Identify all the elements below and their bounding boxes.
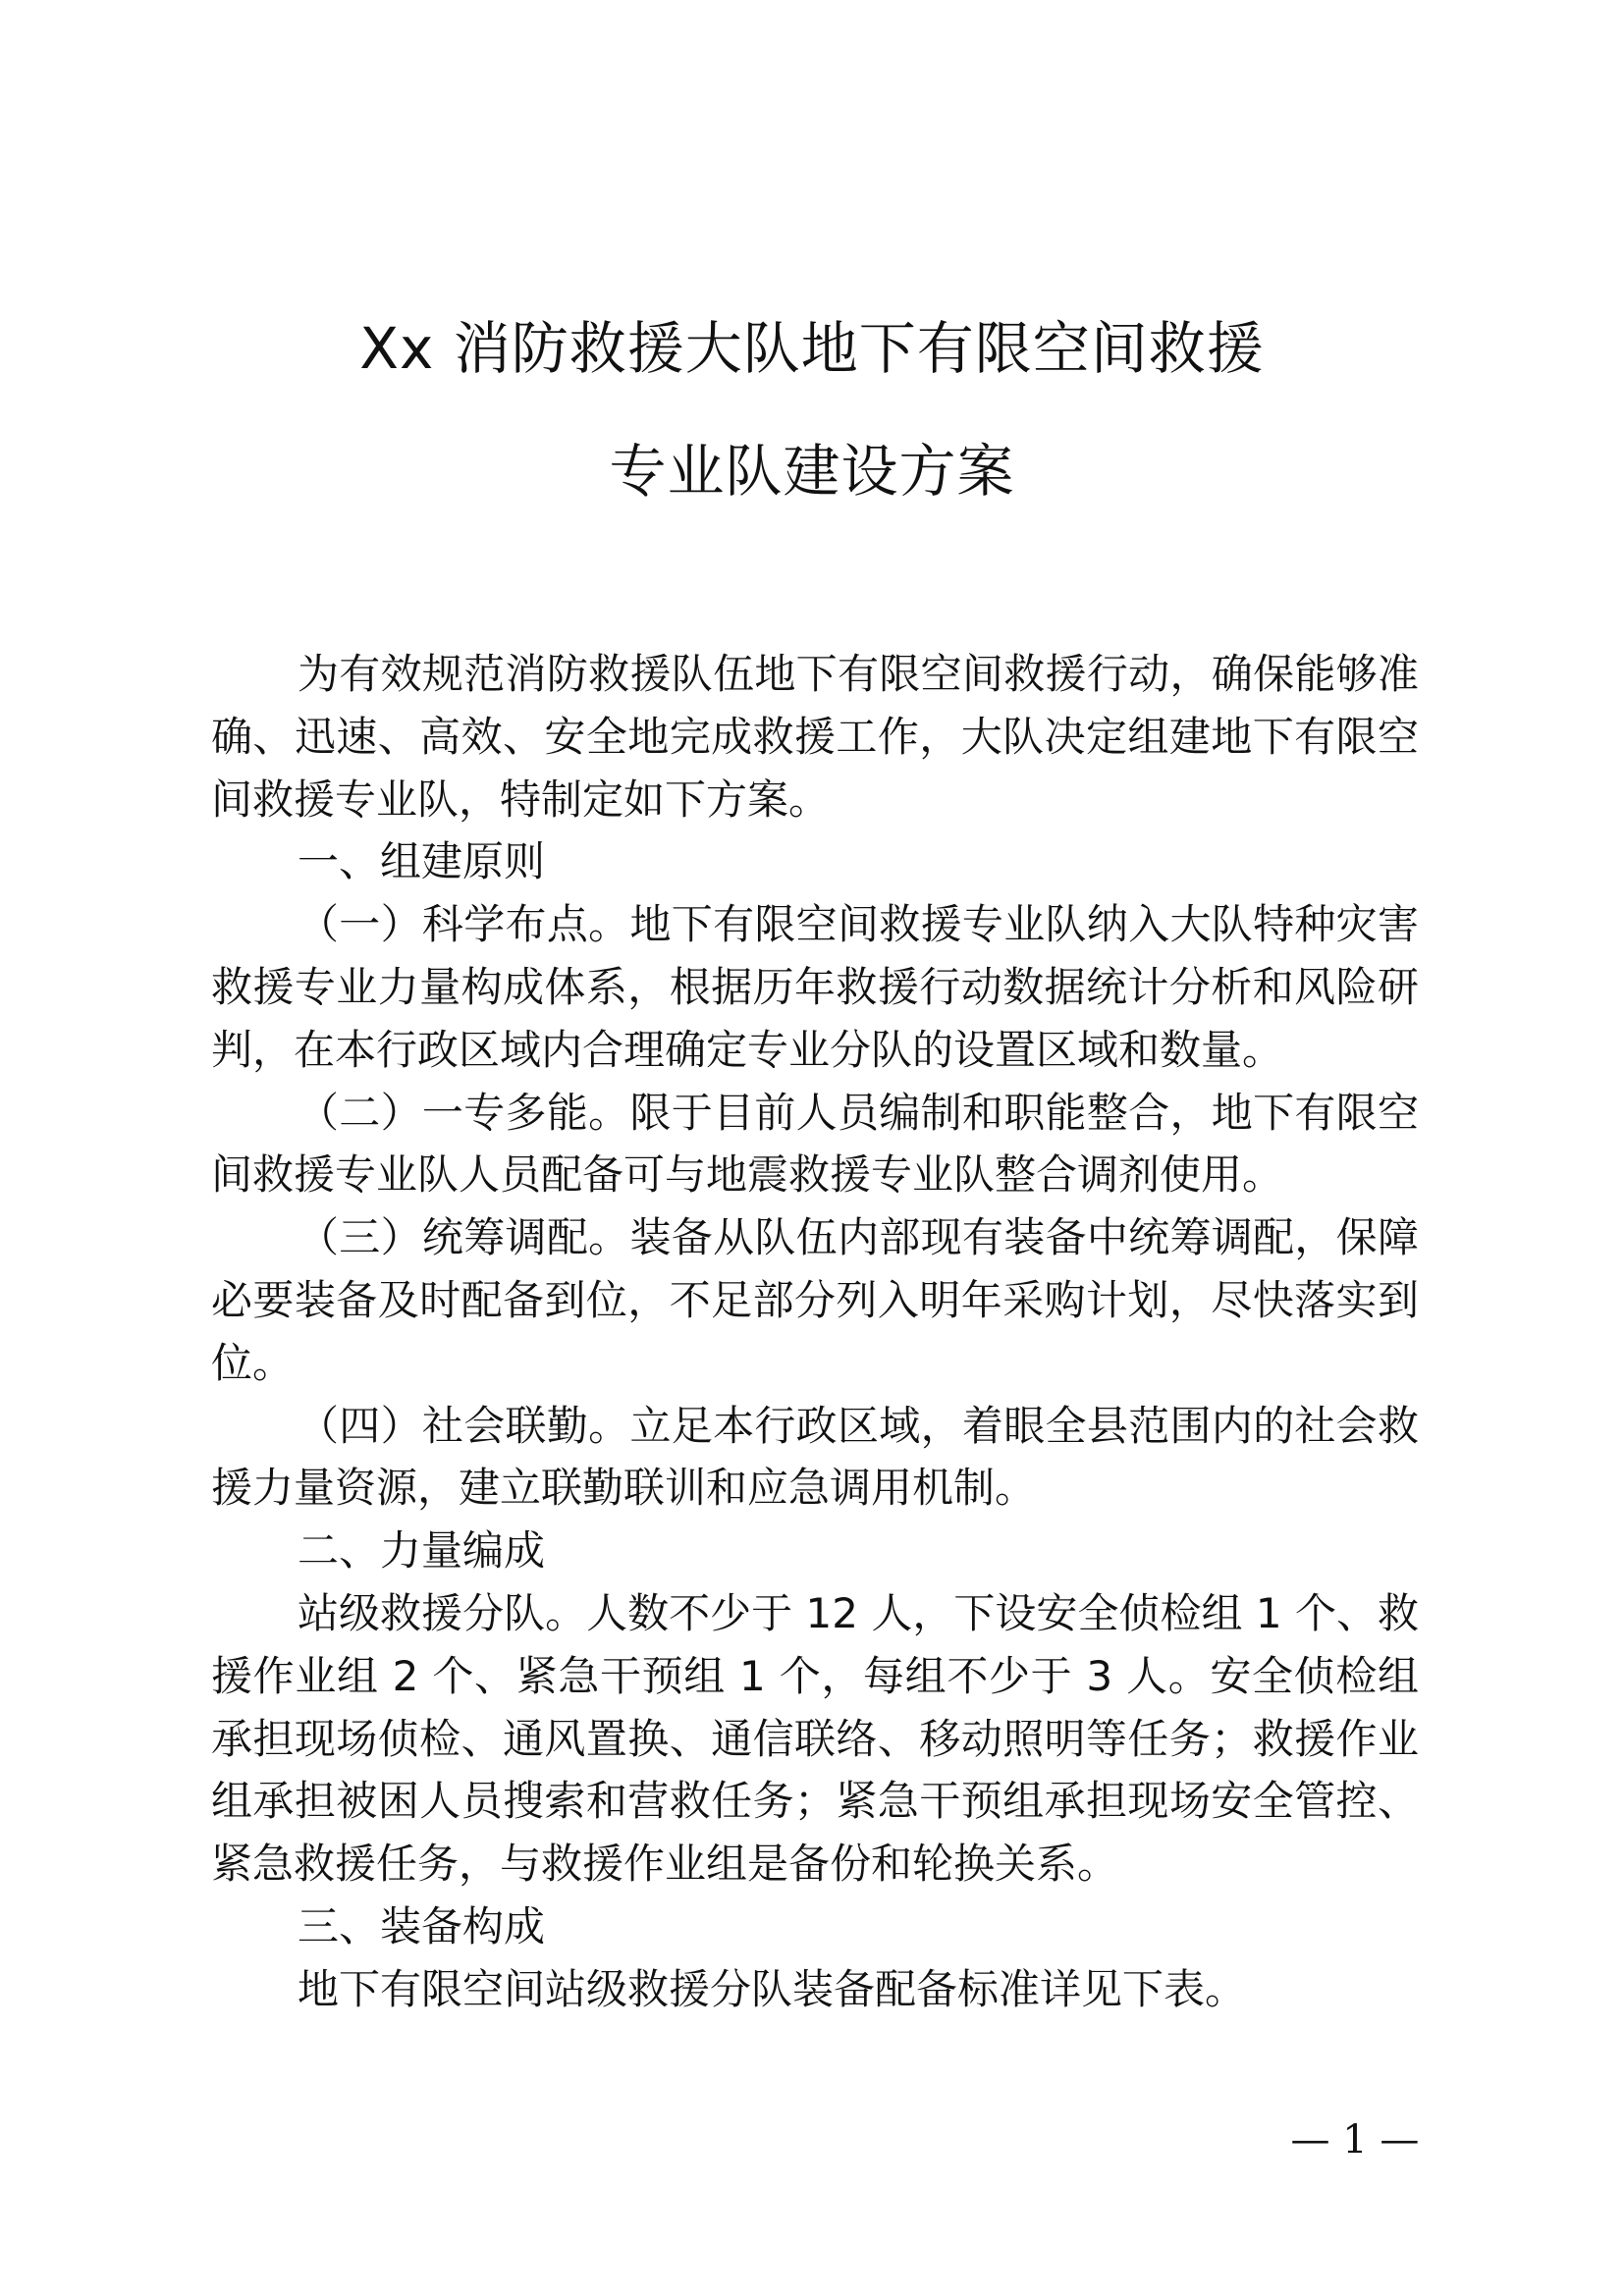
organization-paragraph: 站级救援分队。人数不少于 12 人，下设安全侦检组 1 个、救援作业组 2 个、紧急干预组 1 个，每组不少于 3 人。安全侦检组承担现场侦检、通风置换、通信联络、移动照明等任务；救援作业组承担被困人员搜索和营救任务；紧急干预组承担现场安全管控、紧急救援任务，与救援作业组是备份和轮换关系。 <box>211 1588 1419 1889</box>
document-title-line-1: Xx 消防救援大队地下有限空间救援 <box>359 315 1265 382</box>
page-number: — 1 — <box>1290 2117 1420 2163</box>
section-heading-principles: 一、组建原则 <box>298 837 546 886</box>
equipment-paragraph: 地下有限空间站级救援分队装备配备标准详见下表。 <box>298 1964 1247 2013</box>
principle-paragraph-4: （四）社会联勤。立足本行政区域，着眼全县范围内的社会救援力量资源，建立联勤联训和应急调用机制。 <box>211 1401 1419 1513</box>
document-title-line-2: 专业队建设方案 <box>609 438 1015 505</box>
section-heading-equipment: 三、装备构成 <box>298 1901 546 1950</box>
document-body <box>211 643 1419 2021</box>
intro-paragraph: 为有效规范消防救援队伍地下有限空间救援行动，确保能够准确、迅速、高效、安全地完成救援工作，大队决定组建地下有限空间救援专业队，特制定如下方案。 <box>211 650 1419 824</box>
section-heading-organization: 二、力量编成 <box>298 1526 546 1575</box>
principle-paragraph-1: （一）科学布点。地下有限空间救援专业队纳入大队特种灾害救援专业力量构成体系，根据历年救援行动数据统计分析和风险研判，在本行政区域内合理确定专业分队的设置区域和数量。 <box>211 900 1419 1074</box>
principle-paragraph-3: （三）统筹调配。装备从队伍内部现有装备中统筹调配，保障必要装备及时配备到位，不足部分列入明年采购计划，尽快落实到位。 <box>211 1213 1419 1387</box>
principle-paragraph-2: （二）一专多能。限于目前人员编制和职能整合，地下有限空间救援专业队人员配备可与地震救援专业队整合调剂使用。 <box>211 1088 1419 1200</box>
